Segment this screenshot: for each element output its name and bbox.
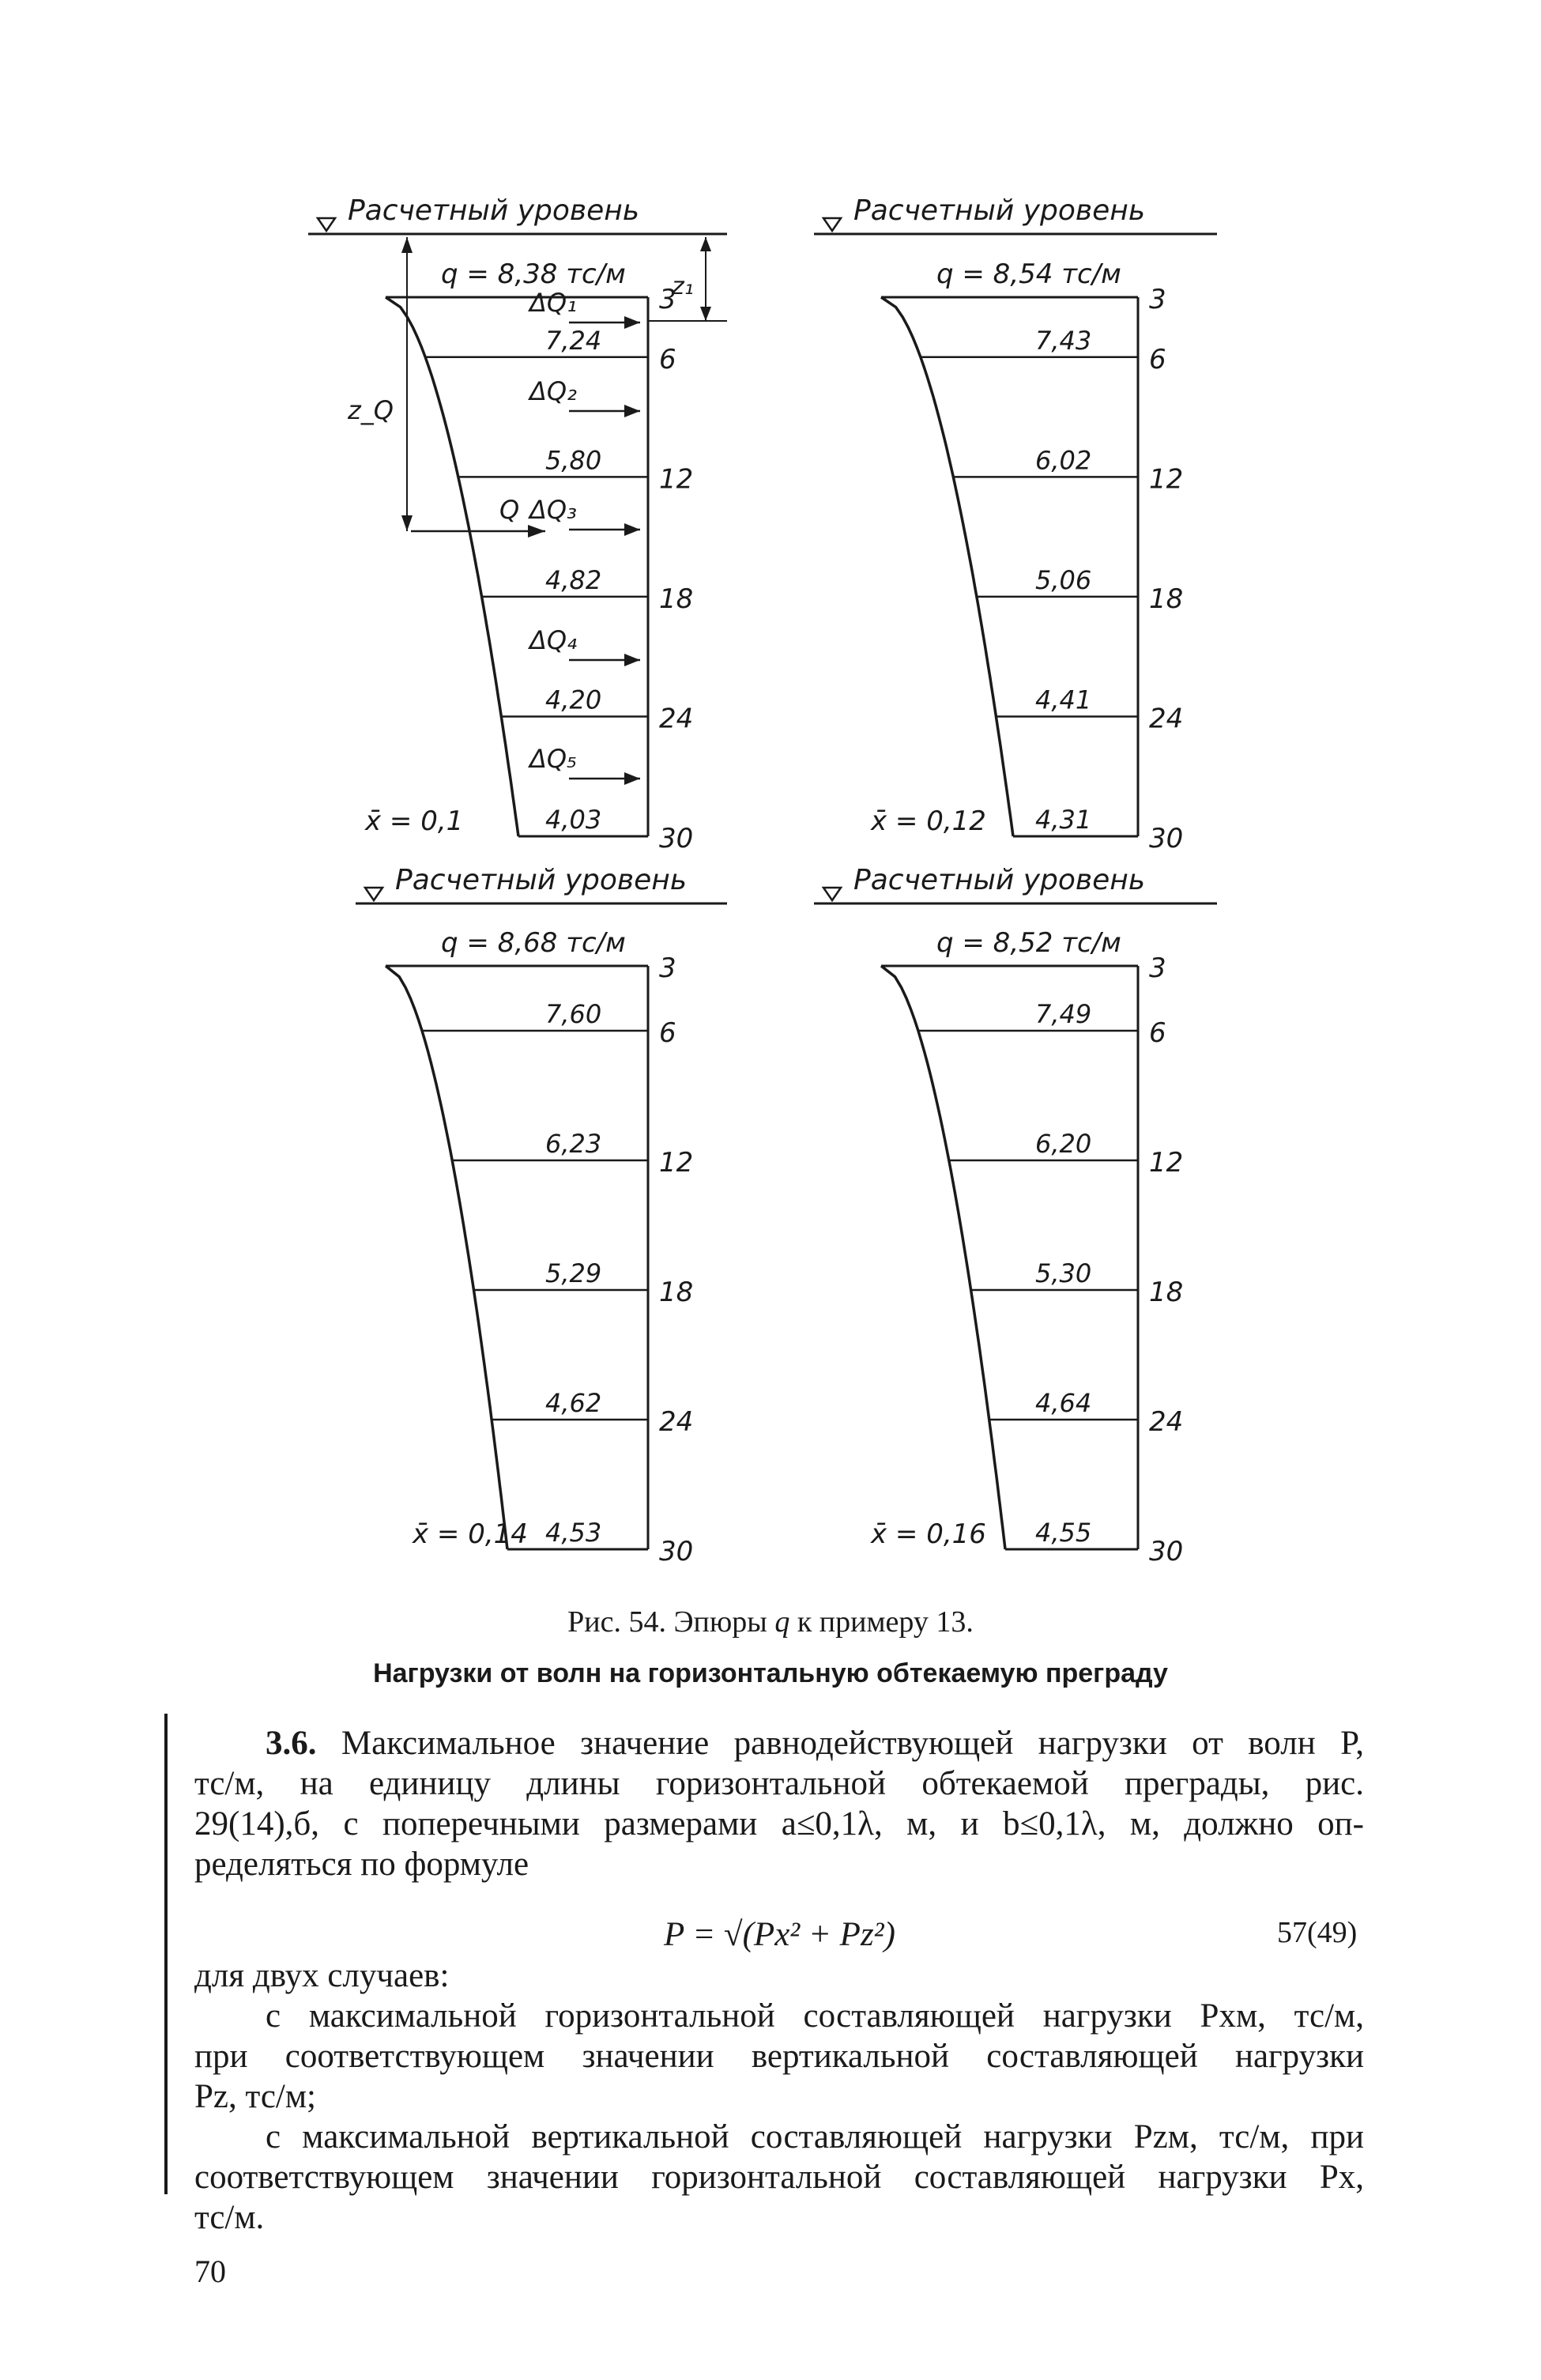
depth-tick-label: 24 <box>659 703 694 735</box>
dq-label: ΔQ₁ <box>529 288 577 318</box>
paragraph-line-6: с максимальной горизонтальной составляющей нагрузки Pxм, тс/м, <box>266 1997 1364 2035</box>
dq-arrowhead-icon <box>624 654 640 666</box>
level-label: Расчетный уровень <box>348 194 640 227</box>
q-label: q = 8,54 тс/м <box>936 258 1121 290</box>
epure-curve <box>881 966 1005 1549</box>
depth-tick-label: 6 <box>1149 343 1166 375</box>
x-bar-label: x̄ = 0,14 <box>413 1518 528 1550</box>
paragraph-line-7: при соответствующем значении вертикальной составляющей нагрузки <box>194 2038 1364 2075</box>
depth-tick-label: 3 <box>659 952 676 984</box>
dq-arrowhead-icon <box>624 316 640 329</box>
level-triangle-icon <box>318 218 335 231</box>
q-value-label: 6,02 <box>1035 445 1092 476</box>
caption-variable: q <box>774 1605 790 1639</box>
depth-tick-label: 24 <box>659 1406 694 1438</box>
depth-tick-label: 30 <box>659 1536 694 1567</box>
depth-tick-label: 12 <box>1149 1147 1184 1179</box>
q-value-label: 7,49 <box>1035 999 1092 1029</box>
q-value-label: 4,03 <box>545 805 602 835</box>
zq-arrow-down-icon <box>401 515 413 531</box>
dq-label: ΔQ₅ <box>529 744 577 774</box>
level-label: Расчетный уровень <box>853 194 1146 227</box>
depth-tick-label: 18 <box>659 1277 694 1308</box>
depth-tick-label: 18 <box>1149 1277 1184 1308</box>
q-value-label: 4,41 <box>1035 685 1092 715</box>
q-value-label: 4,55 <box>1035 1518 1092 1548</box>
depth-tick-label: 24 <box>1149 1406 1184 1438</box>
depth-tick-label: 24 <box>1149 703 1184 735</box>
section-heading: Нагрузки от волн на горизонтальную обтекаемую преграду <box>373 1658 1168 1688</box>
page-number: 70 <box>194 2254 226 2289</box>
caption-suffix: к примеру 13. <box>797 1605 974 1639</box>
level-triangle-icon <box>823 888 841 900</box>
depth-tick-label: 12 <box>659 463 694 496</box>
x-bar-label: x̄ = 0,12 <box>871 805 986 837</box>
level-label: Расчетный уровень <box>853 864 1146 896</box>
depth-tick-label: 18 <box>1149 583 1184 615</box>
q-value-label: 7,43 <box>1035 325 1092 356</box>
z1-arrow-up-icon <box>700 237 711 251</box>
q-value-label: 7,24 <box>545 325 602 356</box>
x-bar-label: x̄ = 0,16 <box>871 1518 986 1550</box>
figure-caption <box>0 1605 1541 1639</box>
depth-tick-label: 6 <box>1149 1017 1166 1049</box>
depth-tick-label: 30 <box>659 823 694 854</box>
q-resultant-label: Q <box>499 495 520 525</box>
caption-prefix: Рис. 54. Эпюры <box>567 1605 767 1639</box>
depth-tick-label: 12 <box>1149 463 1184 496</box>
depth-tick-label: 3 <box>1149 952 1166 984</box>
formula-number: 57(49) <box>1277 1916 1358 1949</box>
level-triangle-icon <box>823 218 841 231</box>
z1-arrow-down-icon <box>700 307 711 321</box>
q-value-label: 4,62 <box>545 1388 602 1418</box>
q-value-label: 5,30 <box>1035 1258 1092 1288</box>
formula: P = √(Px² + Pz²) <box>664 1916 895 1953</box>
depth-tick-label: 6 <box>659 343 676 375</box>
q-value-label: 5,29 <box>545 1258 602 1288</box>
epure-curve <box>386 297 518 836</box>
depth-tick-label: 3 <box>1149 284 1166 315</box>
dq-label: ΔQ₂ <box>529 376 577 406</box>
section-number: 3.6. <box>266 1725 317 1762</box>
q-value-label: 5,06 <box>1035 564 1092 595</box>
margin-change-bar <box>164 1714 168 2194</box>
paragraph-line-11: тс/м. <box>194 2199 265 2236</box>
dq-label: ΔQ₄ <box>529 625 577 655</box>
q-value-label: 6,20 <box>1035 1129 1092 1159</box>
paragraph-line-4: ределяться по формуле <box>194 1846 529 1883</box>
level-label: Расчетный уровень <box>395 864 688 896</box>
dq-arrowhead-icon <box>624 772 640 785</box>
level-triangle-icon <box>365 888 382 900</box>
depth-tick-label: 12 <box>659 1147 694 1179</box>
q-value-label: 4,20 <box>545 685 602 715</box>
paragraph-line-10: соответствующем значении горизонтальной составляющей нагрузки Px, <box>194 2159 1364 2196</box>
paragraph-line-8: Pz, тс/м; <box>194 2078 317 2115</box>
q-value-label: 4,82 <box>545 564 602 595</box>
dq-arrowhead-icon <box>624 523 640 536</box>
depth-tick-label: 30 <box>1149 823 1184 854</box>
dq-arrowhead-icon <box>624 405 640 417</box>
q-label: q = 8,52 тс/м <box>936 927 1121 959</box>
paragraph-line-2: тс/м, на единицу длины горизонтальной обтекаемой преграды, рис. <box>194 1765 1364 1802</box>
depth-tick-label: 18 <box>659 583 694 615</box>
z1-label: z₁ <box>672 273 694 300</box>
epure-curve <box>881 297 1013 836</box>
q-value-label: 6,23 <box>545 1129 602 1159</box>
q-value-label: 4,53 <box>545 1518 602 1548</box>
epure-curve <box>386 966 507 1549</box>
paragraph-line-3: 29(14),б, с поперечными размерами a≤0,1λ, м, и b≤0,1λ, м, должно оп- <box>194 1805 1364 1843</box>
depth-tick-label: 30 <box>1149 1536 1184 1567</box>
q-label: q = 8,68 тс/м <box>441 927 626 959</box>
dq-label: ΔQ₃ <box>529 495 577 525</box>
depth-tick-label: 6 <box>659 1017 676 1049</box>
paragraph-line-5: для двух случаев: <box>194 1957 450 1994</box>
x-bar-label: x̄ = 0,1 <box>365 805 464 837</box>
q-resultant-arrowhead-icon <box>528 525 545 537</box>
zq-arrow-up-icon <box>401 237 413 253</box>
paragraph-line-9: с максимальной вертикальной составляющей нагрузки Pzм, тс/м, при <box>266 2118 1364 2156</box>
depth-tick-label: 3 <box>659 284 676 315</box>
q-value-label: 5,80 <box>545 445 602 476</box>
q-label: q = 8,38 тс/м <box>441 258 626 290</box>
q-value-label: 7,60 <box>545 999 602 1029</box>
paragraph-line-1 <box>194 1723 1364 1763</box>
line-1-text: Максимальное значение равнодействующей нагрузки от волн P, <box>341 1725 1364 1762</box>
q-value-label: 4,64 <box>1035 1388 1092 1418</box>
zq-label: z_Q <box>348 395 394 425</box>
q-value-label: 4,31 <box>1035 805 1092 835</box>
